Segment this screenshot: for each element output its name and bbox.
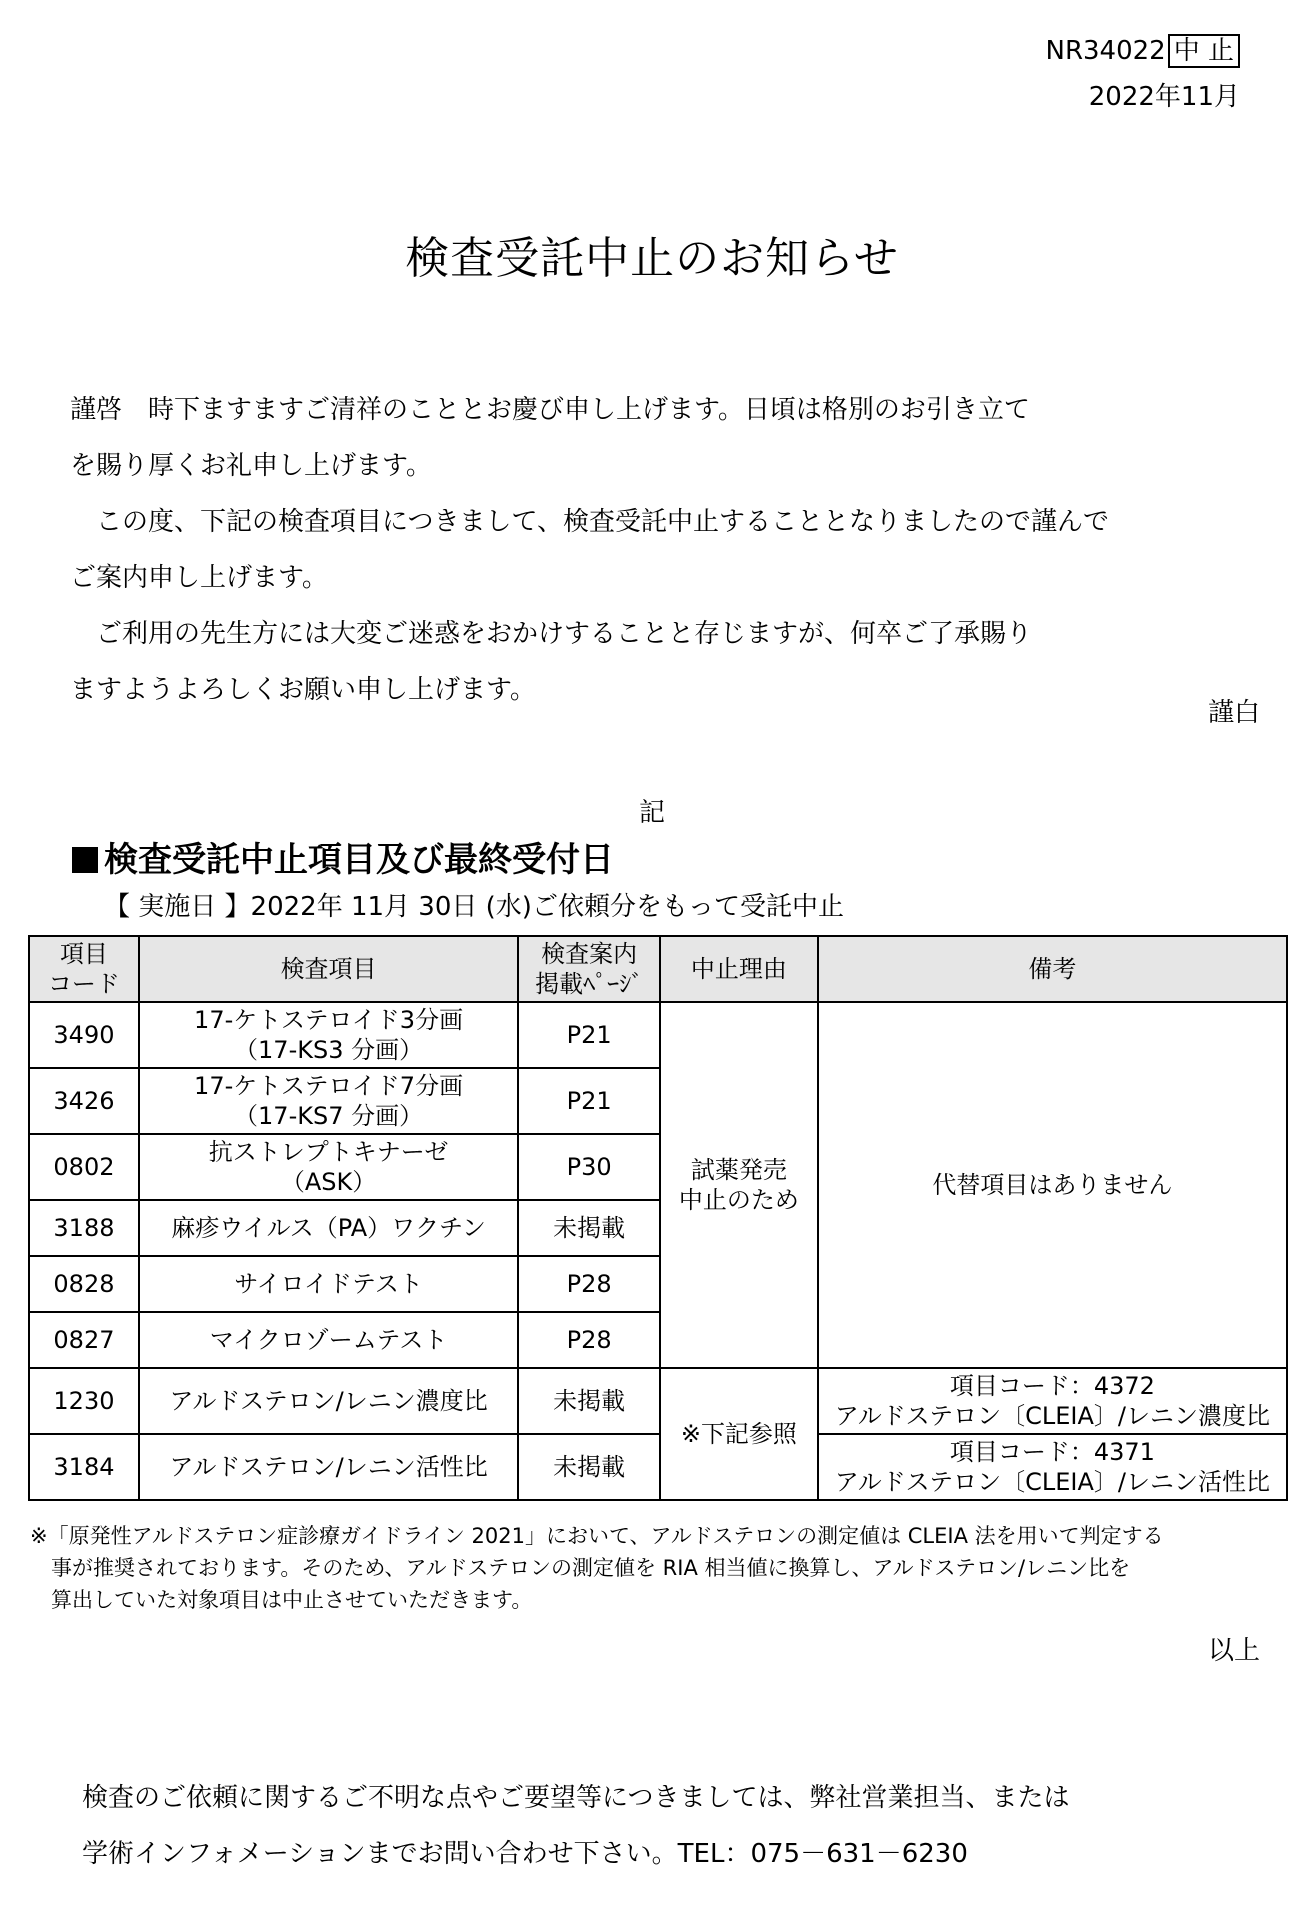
footnote-line: 事が推奨されております。そのため、アルドステロンの測定値を RIA 相当値に換算し、アルドステロン/レニン比を	[30, 1556, 1131, 1580]
contact-info	[82, 1770, 1069, 1882]
section-title	[72, 832, 614, 881]
footnote	[30, 1520, 1280, 1616]
body-line: 謹啓 時下ますますご清祥のこととお慶び申し上げます。日頃は格別のお引き立て	[70, 395, 1030, 425]
cell-code: 3490	[29, 1002, 139, 1068]
header-reason: 中止理由	[660, 936, 818, 1002]
contact-line: 学術インフォメーションまでお問い合わせ下さい。TEL：075－631－6230	[82, 1839, 968, 1869]
cell-remarks-alternative: 項目コード：4371 アルドステロン〔CLEIA〕/レニン活性比	[818, 1434, 1287, 1500]
document-number	[1046, 30, 1241, 67]
cell-page: 未掲載	[518, 1368, 660, 1434]
cell-remarks-no-alternative: 代替項目はありません	[818, 1002, 1287, 1368]
table-header-row	[29, 936, 1287, 1002]
cell-page: P21	[518, 1002, 660, 1068]
cell-reason-see-below: ※下記参照	[660, 1368, 818, 1500]
cell-code: 0802	[29, 1134, 139, 1200]
document-date: 2022年11月	[1088, 82, 1240, 112]
cell-item: アルドステロン/レニン濃度比	[139, 1368, 518, 1434]
cell-code: 1230	[29, 1368, 139, 1434]
cell-page: P21	[518, 1068, 660, 1134]
closing-ijou: 以上	[1207, 1636, 1260, 1666]
body-line: ご利用の先生方には大変ご迷惑をおかけすることと存じますが、何卒ご了承賜り	[70, 619, 1033, 649]
body-line: を賜り厚くお礼申し上げます。	[70, 451, 432, 481]
cell-item: 17-ケトステロイド7分画 （17-KS7 分画）	[139, 1068, 518, 1134]
contact-line: 検査のご依頼に関するご不明な点やご要望等につきましては、弊社営業担当、または	[82, 1783, 1070, 1813]
body-line: ますようよろしくお願い申し上げます。	[70, 675, 536, 705]
header-page: 検査案内 掲載ﾍﾟｰｼﾞ	[518, 936, 660, 1002]
ki-mark: 記	[638, 798, 665, 828]
cell-code: 0827	[29, 1312, 139, 1368]
closing-kinpaku: 謹白	[1207, 698, 1260, 728]
body-line: ご案内申し上げます。	[70, 563, 328, 593]
body-line: この度、下記の検査項目につきまして、検査受託中止することとなりましたので謹んで	[70, 507, 1109, 537]
header-code: 項目 コード	[29, 936, 139, 1002]
cell-item: 17-ケトステロイド3分画 （17-KS3 分画）	[139, 1002, 518, 1068]
cell-page: 未掲載	[518, 1200, 660, 1256]
section-title-text: 検査受託中止項目及び最終受付日	[104, 840, 614, 880]
footnote-line: ※「原発性アルドステロン症診療ガイドライン 2021」において、アルドステロンの測定値は CLEIA 法を用いて判定する	[30, 1524, 1164, 1548]
cell-code: 3184	[29, 1434, 139, 1500]
header-remarks: 備考	[818, 936, 1287, 1002]
cell-item: アルドステロン/レニン活性比	[139, 1434, 518, 1500]
cell-remarks-alternative: 項目コード：4372 アルドステロン〔CLEIA〕/レニン濃度比	[818, 1368, 1287, 1434]
header-item: 検査項目	[139, 936, 518, 1002]
status-stamp: 中 止	[1168, 34, 1240, 68]
table-row	[29, 1002, 1287, 1068]
table-row	[29, 1368, 1287, 1434]
cell-code: 3188	[29, 1200, 139, 1256]
cell-item: サイロイドテスト	[139, 1256, 518, 1312]
cell-code: 3426	[29, 1068, 139, 1134]
black-square-icon	[72, 847, 98, 873]
body-text	[70, 382, 1250, 718]
cell-page: P28	[518, 1312, 660, 1368]
document-number-text: NR34022	[1045, 36, 1166, 66]
cell-reason-reagent: 試薬発売 中止のため	[660, 1002, 818, 1368]
discontinued-items-table	[28, 935, 1288, 1501]
cell-code: 0828	[29, 1256, 139, 1312]
cell-page: P30	[518, 1134, 660, 1200]
cell-page: P28	[518, 1256, 660, 1312]
footnote-line: 算出していた対象項目は中止させていただきます。	[30, 1588, 533, 1612]
cell-item: 麻疹ウイルス（PA）ワクチン	[139, 1200, 518, 1256]
cell-item: マイクロゾームテスト	[139, 1312, 518, 1368]
page-title: 検査受託中止のお知らせ	[405, 233, 899, 284]
table-row	[29, 1434, 1287, 1500]
implementation-date: 【 実施日 】2022年 11月 30日 (水)ご依頼分をもって受託中止	[104, 892, 844, 922]
cell-item: 抗ストレプトキナーゼ （ASK）	[139, 1134, 518, 1200]
cell-page: 未掲載	[518, 1434, 660, 1500]
